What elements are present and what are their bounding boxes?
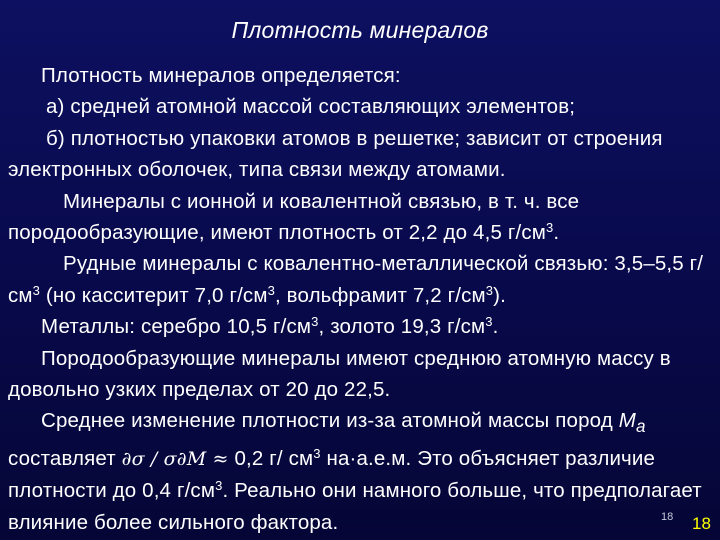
text-span: Металлы: серебро 10,5 г/см (41, 315, 312, 339)
superscript: 3 (215, 478, 223, 494)
subscript-a: a (635, 417, 646, 437)
text-span: 0,2 г/ см (228, 446, 314, 470)
paragraph-rock-forming: Породообразующие минералы имеют среднюю атомную массу в довольно узких пределах от 20 до 22,5. (8, 346, 671, 402)
paragraph-ore-minerals (8, 248, 712, 311)
paragraph-density-change (8, 405, 712, 538)
page-number-small: 18 (661, 511, 674, 523)
paragraph-metals (8, 311, 712, 342)
superscript: 3 (311, 314, 319, 330)
slide-body (8, 60, 712, 538)
text-span: . (553, 221, 560, 245)
superscript: 3 (485, 314, 493, 330)
slide-title: Плотность минералов (231, 17, 489, 43)
superscript: 3 (545, 220, 554, 236)
superscript: 3 (313, 445, 321, 461)
text-span: Рудные минералы с ковалентно-металлической связью: 3,5–5,5 г/см (8, 252, 704, 307)
text-span: ). (493, 283, 506, 307)
text-span: (но касситерит 7,0 г/см (40, 283, 268, 307)
superscript: 3 (267, 282, 275, 298)
paragraph-intro: Плотность минералов определяется: (41, 64, 401, 87)
paragraph-item-b: б) плотностью упаковки атомов в решетке; зависит от строения электронных оболочек, типа связи между атомами. (8, 126, 663, 182)
text-span: , золото 19,3 г/см (318, 315, 486, 339)
paragraph-item-a: а) средней атомной массой составляющих элементов; (46, 95, 576, 119)
text-span: , вольфрамит 7,2 г/см (274, 283, 486, 307)
text-span: . (492, 315, 499, 339)
text-span: Минералы с ионной и ковалентной связью, в т. ч. все породообразующие, имеют плотность от 2,2 до 4,5 г/см (8, 189, 580, 245)
text-span: Среднее изменение плотности из-за атомной массы пород (41, 409, 619, 433)
superscript: 3 (485, 282, 494, 298)
text-span: . Реально они намного больше, что предполагает влияние более сильного фактора. (8, 479, 702, 534)
page-number: 18 (692, 514, 711, 533)
symbol-m: M (618, 409, 636, 433)
formula: ∂σ / σ∂M ≈ (121, 447, 229, 470)
superscript: 3 (32, 282, 41, 298)
paragraph-ionic-minerals (8, 186, 712, 249)
text-span: на·а.е.м. Это объясняет различие плотности до 0,4 г/см (8, 446, 656, 503)
text-span: составляет (8, 446, 122, 470)
subscript (636, 418, 646, 437)
